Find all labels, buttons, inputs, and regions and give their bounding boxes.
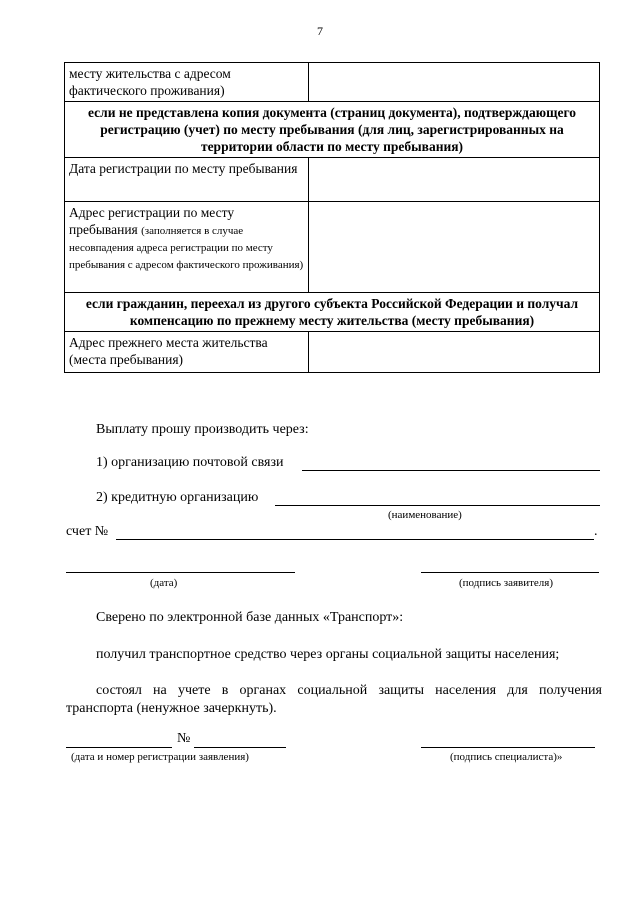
account-label: счет № [66, 524, 109, 539]
payment-intro: Выплату прошу производить через: [96, 422, 309, 437]
verification-line-1: получил транспортное средство через органы социальной защиты населения; [96, 647, 560, 662]
row3-label-note: (заполняется в случае несовпадения адреса регистрации по месту пребывания с адресом фактического проживания) [69, 225, 304, 271]
row4-value[interactable] [309, 332, 600, 373]
table-row [65, 332, 600, 373]
registration-date-line[interactable] [66, 747, 172, 748]
row1-value[interactable] [309, 63, 600, 102]
row1-label: месту жительства с адресом фактического проживания) [65, 63, 309, 102]
verification-line-2: состоял на учете в органах социальной защиты населения для получения транспорта (ненужное зачеркнуть). [66, 683, 602, 716]
row2-value[interactable] [309, 158, 600, 202]
registration-number-line[interactable] [194, 747, 286, 748]
applicant-signature-line[interactable] [421, 572, 599, 573]
section-heading-moved-region: если гражданин, переехал из другого субъекта Российской Федерации и получал компенсацию по прежнему месту жительства (месту пребывания) [65, 293, 600, 332]
verification-intro: Сверено по электронной базе данных «Транспорт»: [96, 610, 404, 625]
registration-number-sign: № [177, 731, 191, 746]
date-line[interactable] [66, 572, 295, 573]
table-row [65, 293, 600, 332]
table-row [65, 158, 600, 202]
form-table [64, 62, 600, 373]
row3-value[interactable] [309, 202, 600, 293]
payment-option-bank: 2) кредитную организацию [96, 490, 259, 505]
row3-label-main: Адрес регистрации по месту пребывания [69, 205, 235, 237]
table-row [65, 202, 600, 293]
row4-label: Адрес прежнего места жительства (места пребывания) [65, 332, 309, 373]
table-row [65, 102, 600, 158]
account-end: . [594, 524, 598, 539]
registration-caption: (дата и номер регистрации заявления) [71, 751, 249, 763]
row2-label: Дата регистрации по месту пребывания [65, 158, 309, 202]
payment-option-post: 1) организацию почтовой связи [96, 455, 284, 470]
post-org-line[interactable] [302, 470, 600, 471]
specialist-signature-line[interactable] [421, 747, 595, 748]
applicant-signature-caption: (подпись заявителя) [459, 577, 554, 589]
specialist-signature-caption: (подпись специалиста)» [450, 751, 563, 763]
bank-name-line[interactable] [275, 505, 600, 506]
bank-name-caption: (наименование) [388, 509, 462, 521]
table-row [65, 63, 600, 102]
date-caption: (дата) [150, 577, 178, 589]
account-line[interactable] [116, 539, 594, 540]
row3-label [65, 202, 309, 293]
section-heading-stay-registration: если не представлена копия документа (страниц документа), подтверждающего регистрацию (учет) по месту пребывания (для лиц, зарегистрированных на территории области по месту пребывания) [65, 102, 600, 158]
page-number: 7 [317, 24, 323, 38]
